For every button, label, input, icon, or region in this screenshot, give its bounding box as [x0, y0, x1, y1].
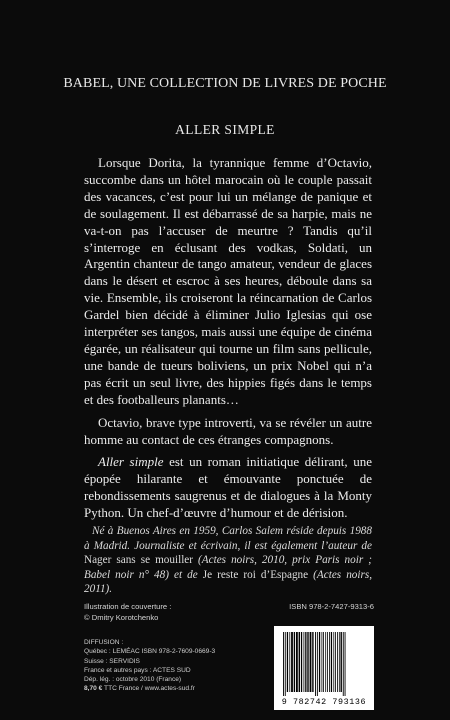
barcode-bar: [325, 632, 326, 692]
book-title: ALLER SIMPLE: [175, 122, 275, 137]
barcode-bar: [285, 632, 286, 696]
diffusion-suisse: Suisse : SERVIDIS: [84, 657, 140, 665]
barcode-bar: [289, 632, 290, 692]
price-value: 8,70 €: [84, 685, 103, 693]
bio-book-1: Nager sans se mouiller: [84, 554, 193, 567]
diffusion-france: France et autres pays : ACTES SUD: [84, 666, 191, 674]
barcode: [274, 626, 374, 710]
barcode-bar: [294, 632, 295, 692]
barcode-bar: [310, 632, 312, 692]
barcode-bar: [329, 632, 330, 692]
barcode-bar: [287, 632, 288, 692]
legal-deposit: Dép. lég. : octobre 2010 (France): [84, 676, 182, 684]
barcode-bar: [327, 632, 328, 692]
barcode-bar: [323, 632, 324, 692]
barcode-digits: 9 782742 793136: [281, 697, 367, 707]
barcode-bar: [339, 632, 340, 692]
barcode-bar: [305, 632, 306, 692]
bio-part-e: (Actes noirs, 2011).: [84, 568, 373, 596]
barcode-bar: [337, 632, 338, 692]
barcode-bars: [283, 632, 365, 696]
blurb-paragraph-1: Lorsque Dorita, la tyrannique femme d’Octavio, succombe dans un hôtel marocain où le couple passait des vacances, c’est pour lui un mélange de panique et de soulagement. Il est débarrassé de sa harpie, mais ne va-t-on pas l’accuser de meurtre ? Tandis qu’il s’interroge en éclusant des vodkas, Soldati, un Argentin chanteur de tango amateur, vendeur de glaces dans le désert et escroc à ses heures, déboule dans sa vie. Ensemble, ils croiseront la réincarnation de Carlos Gardel bien décidé à éliminer Julio Iglesias qui ose interpréter ses tangos, mais aussi une équipe de cinéma égarée, un réalisateur qui tourne un film sans pellicule, une bande de tueurs boliviens, un prix Nobel qui n’a pas écrit un seul livre, des hippies figés dans le temps et des footballeurs planants…: [84, 155, 372, 407]
barcode-bar: [322, 632, 323, 692]
blurb-book-title: Aller simple: [98, 454, 164, 470]
barcode-bar: [283, 632, 284, 696]
barcode-bar: [331, 632, 332, 692]
diffusion-quebec: Québec : LEMÉAC ISBN 978-2-7609-0669-3: [84, 648, 216, 656]
barcode-bar: [304, 632, 305, 692]
barcode-bar: [345, 632, 346, 696]
diffusion-heading: DIFFUSION :: [84, 639, 124, 646]
barcode-bar: [312, 632, 313, 692]
blurb-paragraph-2: Octavio, brave type introverti, va se révéler un autre homme au contact de ces étranges compagnons.: [84, 414, 372, 447]
barcode-bar: [299, 632, 300, 692]
illustration-author: © Dmitry Korotchenko: [84, 612, 159, 622]
blurb-paragraph-3: [84, 454, 372, 522]
distribution-info: [84, 638, 264, 694]
barcode-bar: [343, 632, 344, 696]
barcode-bar: [341, 632, 342, 692]
bio-part-c: (Actes noirs, 2010, prix Paris noir ; Babel noir n° 48) et de: [84, 554, 372, 581]
barcode-bar: [307, 632, 308, 692]
isbn-number: ISBN 978-2-7427-9313-6: [289, 602, 374, 611]
illustration-credit: [84, 602, 244, 623]
barcode-bar: [301, 632, 302, 692]
bio-book-2: Je reste roi d’Espagne: [202, 568, 309, 581]
back-cover-blurb: [84, 155, 372, 522]
price-line: [84, 684, 264, 693]
barcode-bar: [319, 632, 320, 692]
barcode-bar: [317, 632, 318, 696]
barcode-bar: [291, 632, 293, 692]
barcode-bar: [296, 632, 298, 692]
blurb-paragraph-3-text: est un roman initiatique délirant, une épopée hilarante et émouvante ponctuée de rebondissements saugrenus et de dialogues à la Monty Python. Un chef-d’œuvre d’humour et de dérision.: [84, 454, 373, 521]
price-details: TTC France / www.actes-sud.fr: [102, 685, 195, 693]
author-bio: [84, 524, 372, 597]
barcode-bar: [315, 632, 316, 696]
illustration-label: Illustration de couverture :: [84, 602, 172, 611]
barcode-bar: [335, 632, 336, 692]
series-name: BABEL, UNE COLLECTION DE LIVRES DE POCHE: [63, 76, 387, 91]
barcode-bar: [333, 632, 334, 692]
bio-part-a: Né à Buenos Aires en 1959, Carlos Salem réside depuis 1988 à Madrid. Journaliste et écrivain, il est également l’auteur de: [84, 525, 372, 552]
